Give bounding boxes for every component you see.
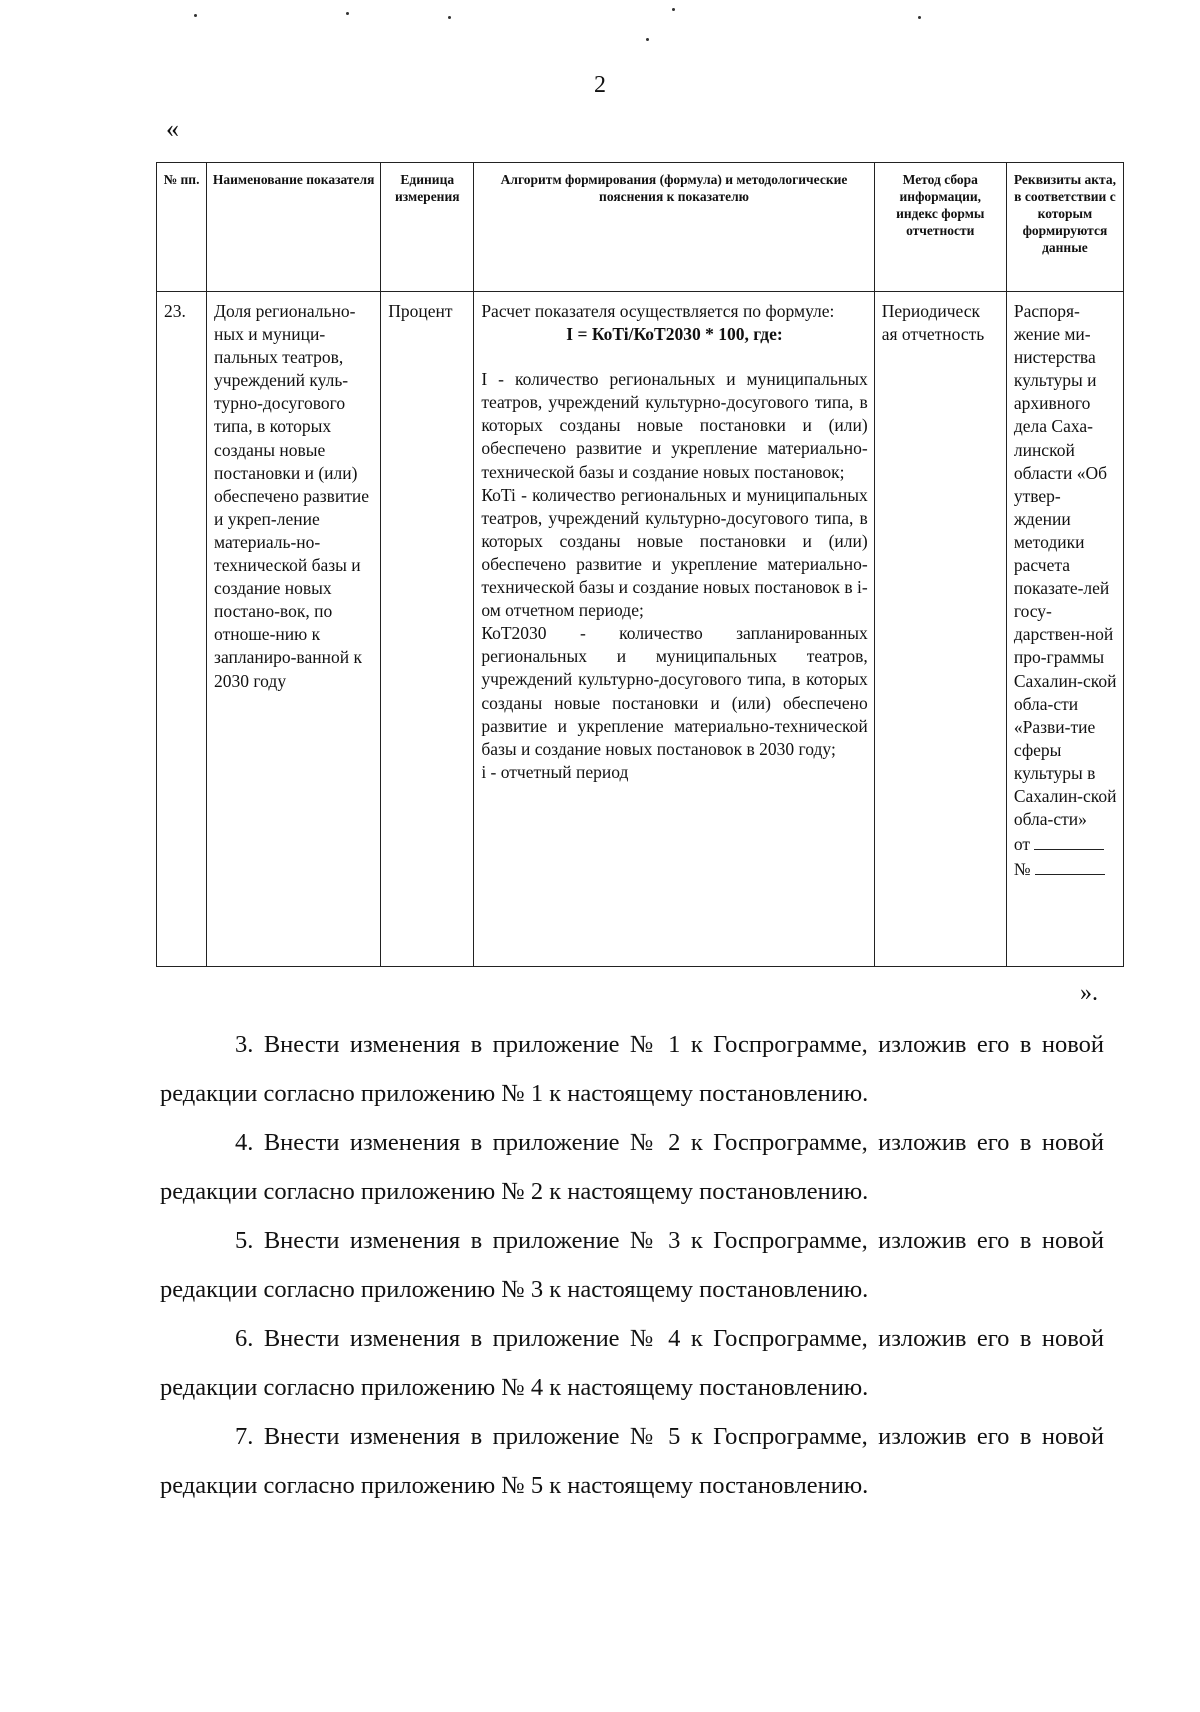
cell-name: Доля регионально-ных и муници-пальных театров, учреждений куль-турно-досугового типа, в которых созданы новые постановки и (или) обеспечено развитие и укреп-ление материаль-но-технической базы и создание новых постано-вок, по отноше-нию к запланиро-ванной к 2030 году — [207, 292, 381, 967]
table-header-row — [157, 163, 1124, 292]
open-quote: « — [166, 114, 179, 143]
table-row — [157, 292, 1124, 967]
scan-speck — [346, 12, 349, 15]
blank-line — [1034, 835, 1104, 850]
definition-i: I - количество региональных и муниципальных театров, учреждений культурно-досугового типа, в которых созданы новые постановки и (или) обеспечено развитие и укрепление материально-технической базы и создание новых постановок; — [481, 369, 868, 482]
requisites-number-line — [1014, 858, 1117, 881]
header-unit: Единица измерения — [381, 163, 474, 292]
requisites-number-label: № — [1013, 859, 1031, 880]
cell-unit: Процент — [381, 292, 474, 967]
header-method: Метод сбора информации, индекс формы отчетности — [874, 163, 1006, 292]
paragraph-4: 4. Внести изменения в приложение № 2 к Госпрограмме, изложив его в новой редакции согласно приложению № 2 к настоящему постановлению. — [160, 1129, 1104, 1205]
requisites-from-label: от — [1013, 834, 1031, 855]
indicator-table — [156, 162, 1124, 967]
paragraph-7: 7. Внести изменения в приложение № 5 к Госпрограмме, изложив его в новой редакции согласно приложению № 5 к настоящему постановлению. — [160, 1423, 1104, 1499]
paragraph-6: 6. Внести изменения в приложение № 4 к Госпрограмме, изложив его в новой редакции согласно приложению № 4 к настоящему постановлению. — [160, 1325, 1104, 1401]
cell-number: 23. — [157, 292, 207, 967]
scan-speck — [672, 8, 675, 11]
header-number: № пп. — [157, 163, 207, 292]
scan-speck — [646, 38, 649, 41]
blank-line — [1035, 860, 1105, 875]
definition-koti: КоTi - количество региональных и муниципальных театров, учреждений культурно-досугового типа, в которых созданы новые постановки и (или) обеспечено развитие и укрепление материально-технической базы и создание новых постановок в i-ом отчетном периоде; — [481, 484, 868, 621]
requisites-text: Распоря-жение ми-нистерства культуры и архивного дела Саха-линской области «Об утвер-ждении методики расчета показате-лей госу-дарствен-ной про-граммы Сахалин-ской обла-сти «Разви-тие сферы культуры в Сахалин-ской обла-сти» — [1013, 301, 1117, 830]
paragraph-5: 5. Внести изменения в приложение № 3 к Госпрограмме, изложив его в новой редакции согласно приложению № 3 к настоящему постановлению. — [160, 1227, 1104, 1303]
algorithm-intro: Расчет показателя осуществляется по формуле: — [481, 301, 835, 321]
requisites-date-line — [1014, 833, 1117, 856]
definition-kot2030: КоT2030 - количество запланированных региональных и муниципальных театров, учреждений культурно-досугового типа, в которых созданы новые постановки и (или) обеспечено развитие и укрепление материально-технической базы и создание новых постановок в 2030 году; — [481, 623, 868, 759]
paragraph-3: 3. Внести изменения в приложение № 1 к Госпрограмме, изложив его в новой редакции согласно приложению № 1 к настоящему постановлению. — [160, 1031, 1104, 1107]
cell-requisites — [1006, 292, 1123, 967]
header-requisites: Реквизиты акта, в соответствии с которым формируются данные — [1006, 163, 1123, 292]
close-quote: ». — [1080, 980, 1098, 1006]
page-number: 2 — [594, 72, 606, 98]
cell-method: Периодическ ая отчетность — [874, 292, 1006, 967]
definition-period: i - отчетный период — [481, 761, 629, 782]
body-text — [160, 1020, 1104, 1510]
cell-algorithm — [474, 292, 874, 967]
header-name: Наименование показателя — [207, 163, 381, 292]
scan-speck — [918, 16, 921, 19]
scan-speck — [448, 16, 451, 19]
header-algorithm: Алгоритм формирования (формула) и методологические пояснения к показателю — [474, 163, 874, 292]
scan-speck — [194, 14, 197, 17]
algorithm-formula: I = КоTi/КоT2030 * 100, где: — [566, 324, 783, 345]
